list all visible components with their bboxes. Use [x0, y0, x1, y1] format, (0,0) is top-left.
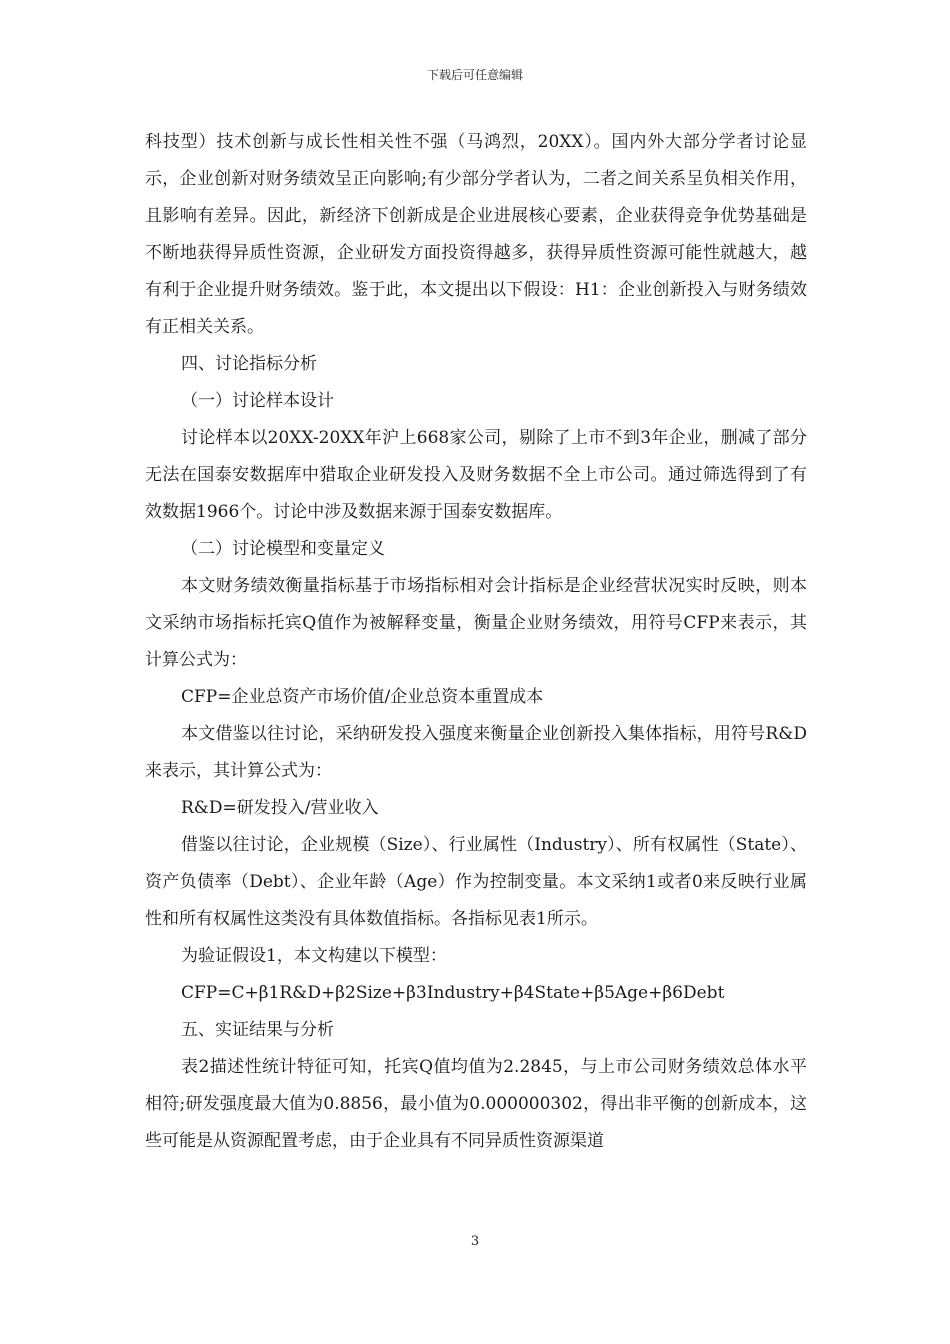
body-paragraph: 本文借鉴以往讨论，采纳研发投入强度来衡量企业创新投入集体指标，用符号R&D来表示，其计算公式为： — [145, 724, 807, 781]
subsection-heading-model: （二）讨论模型和变量定义 — [181, 539, 385, 559]
body-paragraph: 讨论样本以20XX-20XX年沪上668家公司，剔除了上市不到3年企业，删减了部分无法在国泰安数据库中猎取企业研发投入及财务数据不全上市公司。通过筛选得到了有效数据1966个。讨论中涉及数据来源于国泰安数据库。 — [145, 428, 807, 522]
body-paragraph: 表2描述性统计特征可知，托宾Q值均值为2.2845，与上市公司财务绩效总体水平相符;研发强度最大值为0.8856，最小值为0.000000302，得出非平衡的创新成本，这些可能是从资源配置考虑，由于企业具有不同异质性资源渠道 — [145, 1057, 807, 1151]
section-heading-four: 四、讨论指标分析 — [181, 354, 317, 374]
section-heading-five: 五、实证结果与分析 — [181, 1020, 334, 1040]
body-paragraph: 为验证假设1，本文构建以下模型： — [181, 946, 447, 966]
document-body — [145, 124, 807, 1160]
formula-rd: R&D=研发投入/营业收入 — [181, 798, 379, 818]
page-number: 3 — [470, 1234, 480, 1249]
body-paragraph: 借鉴以往讨论，企业规模（Size）、行业属性（Industry）、所有权属性（State）、资产负债率（Debt）、企业年龄（Age）作为控制变量。本文采纳1或者0来反映行业属性和所有权属性这类没有具体数值指标。各指标见表1所示。 — [145, 835, 807, 929]
body-paragraph: 本文财务绩效衡量指标基于市场指标相对会计指标是企业经营状况实时反映，则本文采纳市场指标托宾Q值作为被解释变量，衡量企业财务绩效，用符号CFP来表示，其计算公式为： — [145, 576, 807, 670]
subsection-heading-sample: （一）讨论样本设计 — [181, 391, 334, 411]
page-header-note: 下载后可任意编辑 — [426, 68, 523, 82]
body-paragraph: 科技型）技术创新与成长性相关性不强（马鸿烈，20XX）。国内外大部分学者讨论显示，企业创新对财务绩效呈正向影响;有少部分学者认为，二者之间关系呈负相关作用，且影响有差异。因此，新经济下创新成是企业进展核心要素，企业获得竞争优势基础是不断地获得异质性资源，企业研发方面投资得越多，获得异质性资源可能性就越大，越有利于企业提升财务绩效。鉴于此，本文提出以下假设：H1：企业创新投入与财务绩效有正相关关系。 — [145, 132, 807, 337]
formula-cfp: CFP=企业总资产市场价值/企业总资本重置成本 — [181, 687, 544, 707]
formula-model: CFP=C+β1R&D+β2Size+β3Industry+β4State+β5Age+β6Debt — [181, 983, 725, 1003]
